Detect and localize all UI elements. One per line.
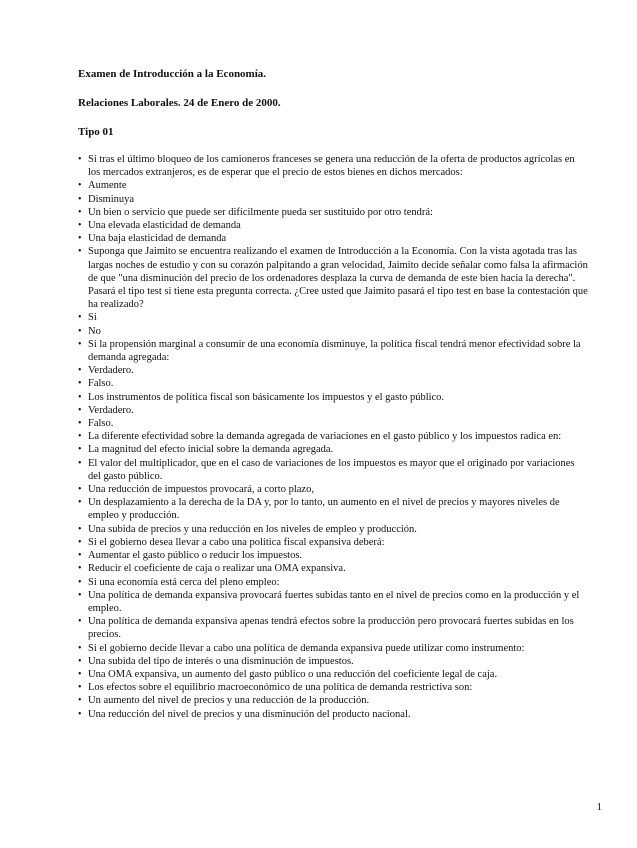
list-item xyxy=(78,417,588,430)
bullet-icon: • xyxy=(78,576,82,588)
bullet-icon: • xyxy=(78,589,82,601)
bullet-icon: • xyxy=(78,550,82,562)
bullet-icon: • xyxy=(78,655,82,667)
list-item-text: Los efectos sobre el equilibrio macroeconómico de una política de demanda restrictiva son: xyxy=(88,682,473,694)
list-item-text: Una reducción del nivel de precios y una disminución del producto nacional. xyxy=(88,708,411,720)
list-item-text: Disminuya xyxy=(88,193,135,205)
list-item xyxy=(78,404,588,417)
list-item xyxy=(78,364,588,377)
list-item-text: Verdadero. xyxy=(88,404,134,416)
bullet-icon: • xyxy=(78,457,82,469)
list-item xyxy=(78,325,588,338)
list-item-text: Una subida de precios y una reducción en los niveles de empleo y producción. xyxy=(88,523,417,535)
list-item-text: Una OMA expansiva, un aumento del gasto público o una reducción del coeficiente legal de caja. xyxy=(88,668,498,680)
exam-title: Examen de Introducción a la Economía. xyxy=(78,68,267,80)
list-item xyxy=(78,562,588,575)
list-item xyxy=(78,443,588,456)
list-item-text: No xyxy=(88,325,101,337)
bullet-icon: • xyxy=(78,206,82,218)
list-item xyxy=(78,483,588,496)
bullet-icon: • xyxy=(78,180,82,192)
list-item-text: Los instrumentos de política fiscal son básicamente los impuestos y el gasto público. xyxy=(88,391,445,403)
list-item-text: Suponga que Jaimito se encuentra realizando el examen de Introducción a la Economía. Con la vista agotada tras las largas noches de estudio y con su corazón palpitando a gran velocidad, Jaimito decide señalar como falsa la afirmación de que "una disminución del precio de los ordenadores desplaza la curva de demanda de este bien hacia la derecha". Pasará el tipo test si tiene esta pregunta correcta. ¿Cree usted que Jaimito pasará el tipo test en base la contestación que ha realizado? xyxy=(88,246,588,311)
bullet-icon: • xyxy=(78,418,82,430)
bullet-icon: • xyxy=(78,695,82,707)
list-item xyxy=(78,681,588,694)
list-item-text: Una reducción de impuestos provocará, a corto plazo, xyxy=(88,484,314,496)
list-item xyxy=(78,576,588,589)
bullet-icon: • xyxy=(78,708,82,720)
bullet-icon: • xyxy=(78,365,82,377)
list-item xyxy=(78,589,588,615)
list-item-text: La diferente efectividad sobre la demanda agregada de variaciones en el gasto público y los impuestos radica en: xyxy=(88,431,562,443)
list-item xyxy=(78,642,588,655)
list-item-text: Si el gobierno desea llevar a cabo una política fiscal expansiva deberá: xyxy=(88,536,385,548)
question-list xyxy=(78,153,588,721)
bullet-icon: • xyxy=(78,378,82,390)
list-item-text: Si la propensión marginal a consumir de una economía disminuye, la política fiscal tendrá menor efectividad sobre la demanda agregada: xyxy=(88,338,581,364)
list-item xyxy=(78,245,588,311)
list-item-text: Una política de demanda expansiva apenas tendrá efectos sobre la producción pero provocará fuertes subidas en los precios. xyxy=(88,616,574,641)
list-item-text: Reducir el coeficiente de caja o realizar una OMA expansiva. xyxy=(88,563,346,575)
list-item xyxy=(78,206,588,219)
list-item xyxy=(78,311,588,324)
list-item xyxy=(78,338,588,364)
list-item xyxy=(78,391,588,404)
bullet-icon: • xyxy=(78,444,82,456)
list-item xyxy=(78,219,588,232)
page-number: 1 xyxy=(596,801,602,813)
bullet-icon: • xyxy=(78,391,82,403)
list-item xyxy=(78,536,588,549)
bullet-icon: • xyxy=(78,312,82,324)
bullet-icon: • xyxy=(78,193,82,205)
bullet-icon: • xyxy=(78,497,82,509)
list-item xyxy=(78,523,588,536)
bullet-icon: • xyxy=(78,616,82,628)
exam-type: Tipo 01 xyxy=(78,126,114,138)
bullet-icon: • xyxy=(78,325,82,337)
list-item-text: Si el gobierno decide llevar a cabo una política de demanda expansiva puede utilizar como instrumento: xyxy=(88,642,525,654)
bullet-icon: • xyxy=(78,642,82,654)
list-item-text: Una elevada elasticidad de demanda xyxy=(88,220,241,232)
list-item-text: Una subida del tipo de interés o una disminución de impuestos. xyxy=(88,655,354,667)
bullet-icon: • xyxy=(78,536,82,548)
list-item-text: Aumentar el gasto público o reducir los impuestos. xyxy=(88,550,303,562)
bullet-icon: • xyxy=(78,404,82,416)
bullet-icon: • xyxy=(78,431,82,443)
list-item-text: Un aumento del nivel de precios y una reducción de la producción. xyxy=(88,695,370,707)
bullet-icon: • xyxy=(78,220,82,232)
list-item-text: Si xyxy=(88,312,97,324)
bullet-icon: • xyxy=(78,682,82,694)
list-item xyxy=(78,457,588,483)
bullet-icon: • xyxy=(78,484,82,496)
list-item-text: Falso. xyxy=(88,418,114,430)
bullet-icon: • xyxy=(78,338,82,350)
bullet-icon: • xyxy=(78,523,82,535)
bullet-icon: • xyxy=(78,154,82,165)
list-item xyxy=(78,549,588,562)
list-item-text: Un bien o servicio que puede ser difícilmente pueda ser sustituido por otro tendrá: xyxy=(88,206,433,218)
list-item-text: Si una economía está cerca del pleno empleo: xyxy=(88,576,280,588)
list-item xyxy=(78,153,588,179)
list-item-text: Aumente xyxy=(88,180,127,192)
list-item xyxy=(78,193,588,206)
list-item xyxy=(78,496,588,522)
list-item xyxy=(78,668,588,681)
list-item-text: La magnitud del efecto inicial sobre la demanda agregada. xyxy=(88,444,334,456)
bullet-icon: • xyxy=(78,246,82,258)
list-item xyxy=(78,615,588,641)
list-item xyxy=(78,377,588,390)
list-item-text: Si tras el último bloqueo de los camioneros franceses se genera una reducción de la oferta de productos agrícolas en los mercados extranjeros, es de esperar que el precio de estos bienes en dichos mercados: xyxy=(88,154,575,179)
bullet-icon: • xyxy=(78,668,82,680)
exam-subtitle: Relaciones Laborales. 24 de Enero de 2000. xyxy=(78,97,281,109)
list-item xyxy=(78,179,588,192)
list-item xyxy=(78,232,588,245)
list-item xyxy=(78,655,588,668)
bullet-icon: • xyxy=(78,233,82,245)
list-item xyxy=(78,694,588,707)
list-item-text: Una política de demanda expansiva provocará fuertes subidas tanto en el nivel de precios como en la producción y el empleo. xyxy=(88,589,580,614)
list-item-text: Falso. xyxy=(88,378,114,390)
list-item-text: Verdadero. xyxy=(88,365,134,377)
list-item xyxy=(78,430,588,443)
bullet-icon: • xyxy=(78,563,82,575)
list-item-text: Un desplazamiento a la derecha de la DA y, por lo tanto, un aumento en el nivel de precios y mayores niveles de empleo y producción. xyxy=(88,497,560,522)
list-item xyxy=(78,708,588,721)
list-item-text: Una baja elasticidad de demanda xyxy=(88,233,227,245)
list-item-text: El valor del multiplicador, que en el caso de variaciones de los impuestos es mayor que el originado por variaciones del gasto público. xyxy=(88,457,575,482)
